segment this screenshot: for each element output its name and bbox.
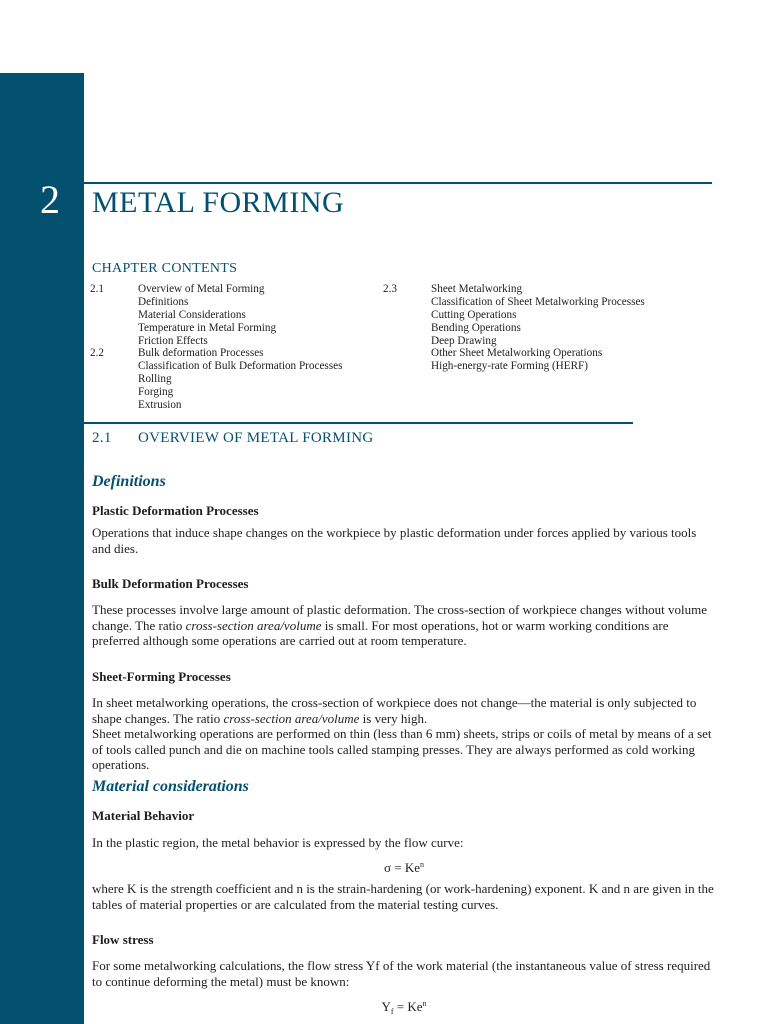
emphasis-ratio: cross-section area/volume	[185, 617, 322, 633]
toc-text: Classification of Bulk Deformation Processes	[138, 360, 343, 373]
sheet-forming-text: In sheet metalworking operations, the cross-section of workpiece does not change—the material is only subjected to shape changes. The ratio cross-section area/volume is very high.	[92, 695, 697, 726]
sheet-forming-text-2: Sheet metalworking operations are performed on thin (less than 6 mm) sheets, strips or coils of metal by means of a set of tools called punch and die on machine tools called stamping presses. They are always performed as cold working operations.	[92, 726, 712, 773]
chapter-title: METAL FORMING	[92, 186, 345, 219]
top-divider	[84, 182, 712, 184]
toc-text: Definitions	[138, 295, 189, 308]
toc-text: Rolling	[138, 373, 172, 386]
material-considerations-heading: Material considerations	[92, 778, 249, 795]
sheet-forming-label: Sheet-Forming Processes	[92, 669, 231, 684]
chapter-number: 2	[40, 177, 60, 222]
toc-text: Classification of Sheet Metalworking Processes	[431, 295, 645, 308]
section-title: OVERVIEW OF METAL FORMING	[138, 430, 374, 446]
toc-text: Extrusion	[138, 399, 182, 412]
toc-number: 2.1	[90, 283, 104, 295]
plastic-deformation-label: Plastic Deformation Processes	[92, 503, 259, 518]
toc-text: Deep Drawing	[431, 334, 497, 347]
plastic-deformation-text: Operations that induce shape changes on the workpiece by plastic deformation under forces applied by various tools and dies.	[92, 525, 697, 556]
toc-text: Other Sheet Metalworking Operations	[431, 347, 603, 360]
definitions-heading: Definitions	[92, 473, 166, 490]
toc-text: Overview of Metal Forming	[138, 283, 265, 295]
material-behavior-label: Material Behavior	[92, 808, 195, 823]
section-number: 2.1	[92, 430, 112, 446]
bulk-deformation-label: Bulk Deformation Processes	[92, 576, 249, 591]
section-divider	[84, 422, 633, 424]
toc-number: 2.2	[90, 347, 104, 360]
flow-stress-label: Flow stress	[92, 932, 154, 947]
flow-curve-formula: $\sigma = Ke^n$	[384, 860, 424, 875]
flow-stress-text: For some metalworking calculations, the flow stress Yf of the work material (the instantaneous value of stress required to continue deforming the metal) must be known:	[92, 958, 711, 989]
material-behavior-text-2: where K is the strength coefficient and n is the strain-hardening (or work-hardening) exponent. K and n are given in the tables of material properties or are calculated from the material testing curves.	[92, 881, 714, 912]
toc-text: Cutting Operations	[431, 308, 517, 321]
toc-text: High-energy-rate Forming (HERF)	[431, 360, 589, 373]
toc-text: Friction Effects	[138, 334, 208, 347]
toc-text: Temperature in Metal Forming	[138, 321, 277, 334]
toc-number: 2.3	[383, 283, 397, 295]
toc-text: Material Considerations	[138, 308, 246, 321]
contents-heading: CHAPTER CONTENTS	[92, 261, 238, 276]
toc-text: Bending Operations	[431, 321, 521, 334]
toc-text: Forging	[138, 386, 174, 399]
section-heading	[92, 430, 374, 447]
flow-stress-formula: $Y_f = Ke^n$	[381, 999, 427, 1016]
bulk-deformation-text: These processes involve large amount of plastic deformation. The cross-section of workpiece changes without volume change. The ratio cross-section area/volume is small. For most operations, hot or warm working conditions are preferred although some operations are carried out at room temperature.	[92, 602, 708, 649]
toc-text: Bulk deformation Processes	[138, 347, 264, 360]
material-behavior-text: In the plastic region, the metal behavior is expressed by the flow curve:	[92, 835, 464, 850]
emphasis-ratio: cross-section area/volume	[223, 710, 360, 726]
toc-text: Sheet Metalworking	[431, 283, 523, 295]
